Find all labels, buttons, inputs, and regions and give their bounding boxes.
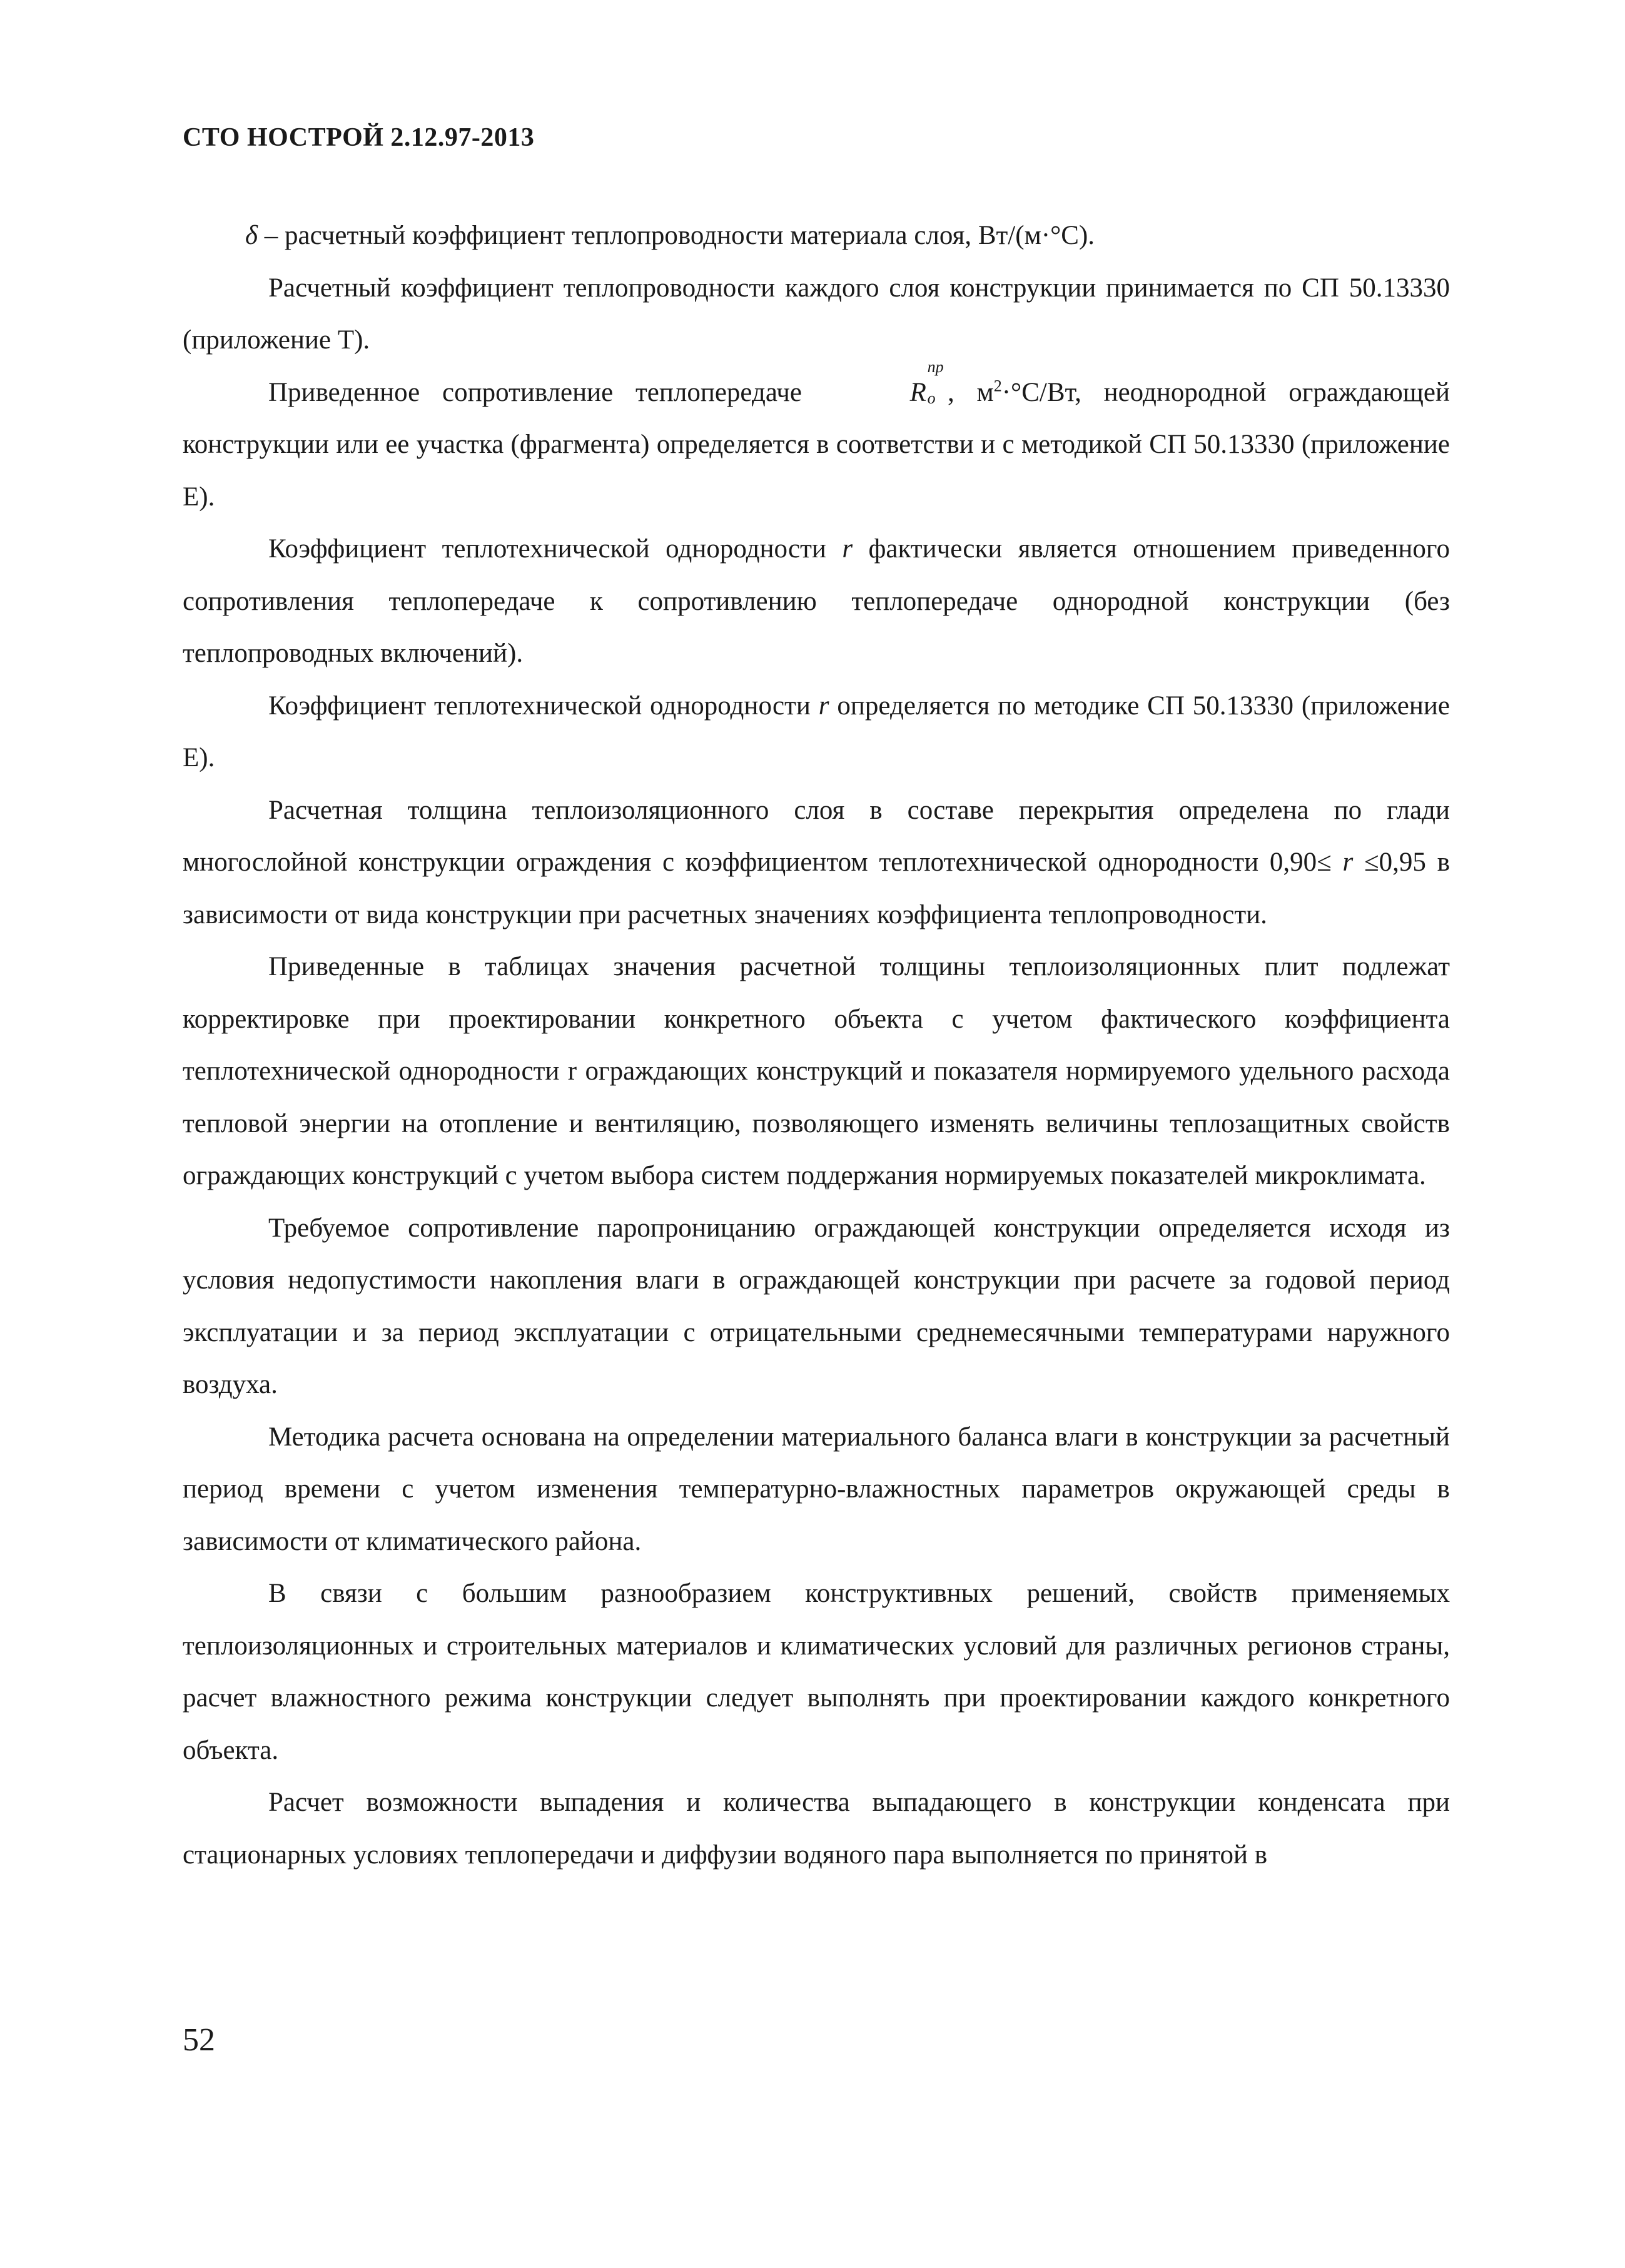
r-symbol: r [842, 534, 853, 564]
paragraph-reduced-resistance: Приведенное сопротивление теплопередаче R пр о , $м^2\cdot^\circ С/Вт$, неоднородной ограждающей конструкции или ее участка (фрагмента) определяется в соответстви и с методикой СП 50.13330 (приложение Е). [183, 357, 1450, 512]
r-symbol: r [818, 691, 829, 721]
paragraph-insulation-thickness: Расчетная толщина теплоизоляционного слоя в составе перекрытия определена по глади многослойной конструкции ограждения с коэффициентом теплотехнической однородности 0,90≤ r ≤0,95 в зависимости от вида конструкции при расчетных значениях коэффициента теплопроводности. [183, 795, 1450, 929]
paragraph-moisture-regime: В связи с большим разнообразием конструктивных решений, свойств применяемых теплоизоляционных и строительных материалов и климатических условий для различных регионов страны, расчет влажностного режима конструкции следует выполнять при проектировании каждого конкретного объекта. [183, 1579, 1450, 1765]
paragraph-calculation-method: Методика расчета основана на определении материального баланса влаги в конструкции за расчетный период времени с учетом изменения температурно-влажностных параметров окружающей среды в зависимости от климатического района. [183, 1422, 1450, 1556]
document-body [183, 210, 1450, 1881]
paragraph-vapor-resistance: Требуемое сопротивление паропроницанию ограждающей конструкции определяется исходя из условия недопустимости накопления влаги в ограждающей конструкции при расчете за годовой период эксплуатации и за период эксплуатации с отрицательными среднемесячными температурами наружного воздуха. [183, 1213, 1450, 1399]
resistance-symbol: R пр о [909, 357, 944, 407]
lambda-definition [183, 210, 1450, 262]
page-number: 52 [183, 2022, 215, 2058]
paragraph-uniformity-method: Коэффициент теплотехнической однородности r определяется по методике СП 50.13330 (приложение Е). [183, 691, 1450, 772]
paragraph-uniformity-ratio: Коэффициент теплотехнической однородности r фактически является отношением приведенного сопротивления теплопередаче к сопротивлению теплопередаче однородной конструкции (без теплопроводных включений). [183, 534, 1450, 668]
r-symbol: r [1342, 848, 1354, 877]
paragraph-table-values: Приведенные в таблицах значения расчетной толщины теплоизоляционных плит подлежат корректировке при проектировании конкретного объекта с учетом фактического коэффициента теплотехнической однородности r ограждающих конструкций и показателя нормируемого удельного расхода тепловой энергии на отопление и вентиляцию, позволяющего изменять величины теплозащитных свойств ограждающих конструкций с учетом выбора систем поддержания нормируемых показателей микроклимата. [183, 952, 1450, 1190]
paragraph-condensate: Расчет возможности выпадения и количества выпадающего в конструкции конденсата при стационарных условиях теплопередачи и диффузии водяного пара выполняется по принятой в [183, 1788, 1450, 1870]
document-header: СТО НОСТРОЙ 2.12.97-2013 [183, 123, 535, 152]
lambda-definition-text: – расчетный коэффициент теплопроводности материала слоя, Вт/(м·°С). [258, 221, 1095, 250]
lambda-symbol: δ [245, 221, 258, 250]
paragraph-thermal-conductivity: Расчетный коэффициент теплопроводности каждого слоя конструкции принимается по СП 50.13330 (приложение Т). [183, 273, 1450, 355]
